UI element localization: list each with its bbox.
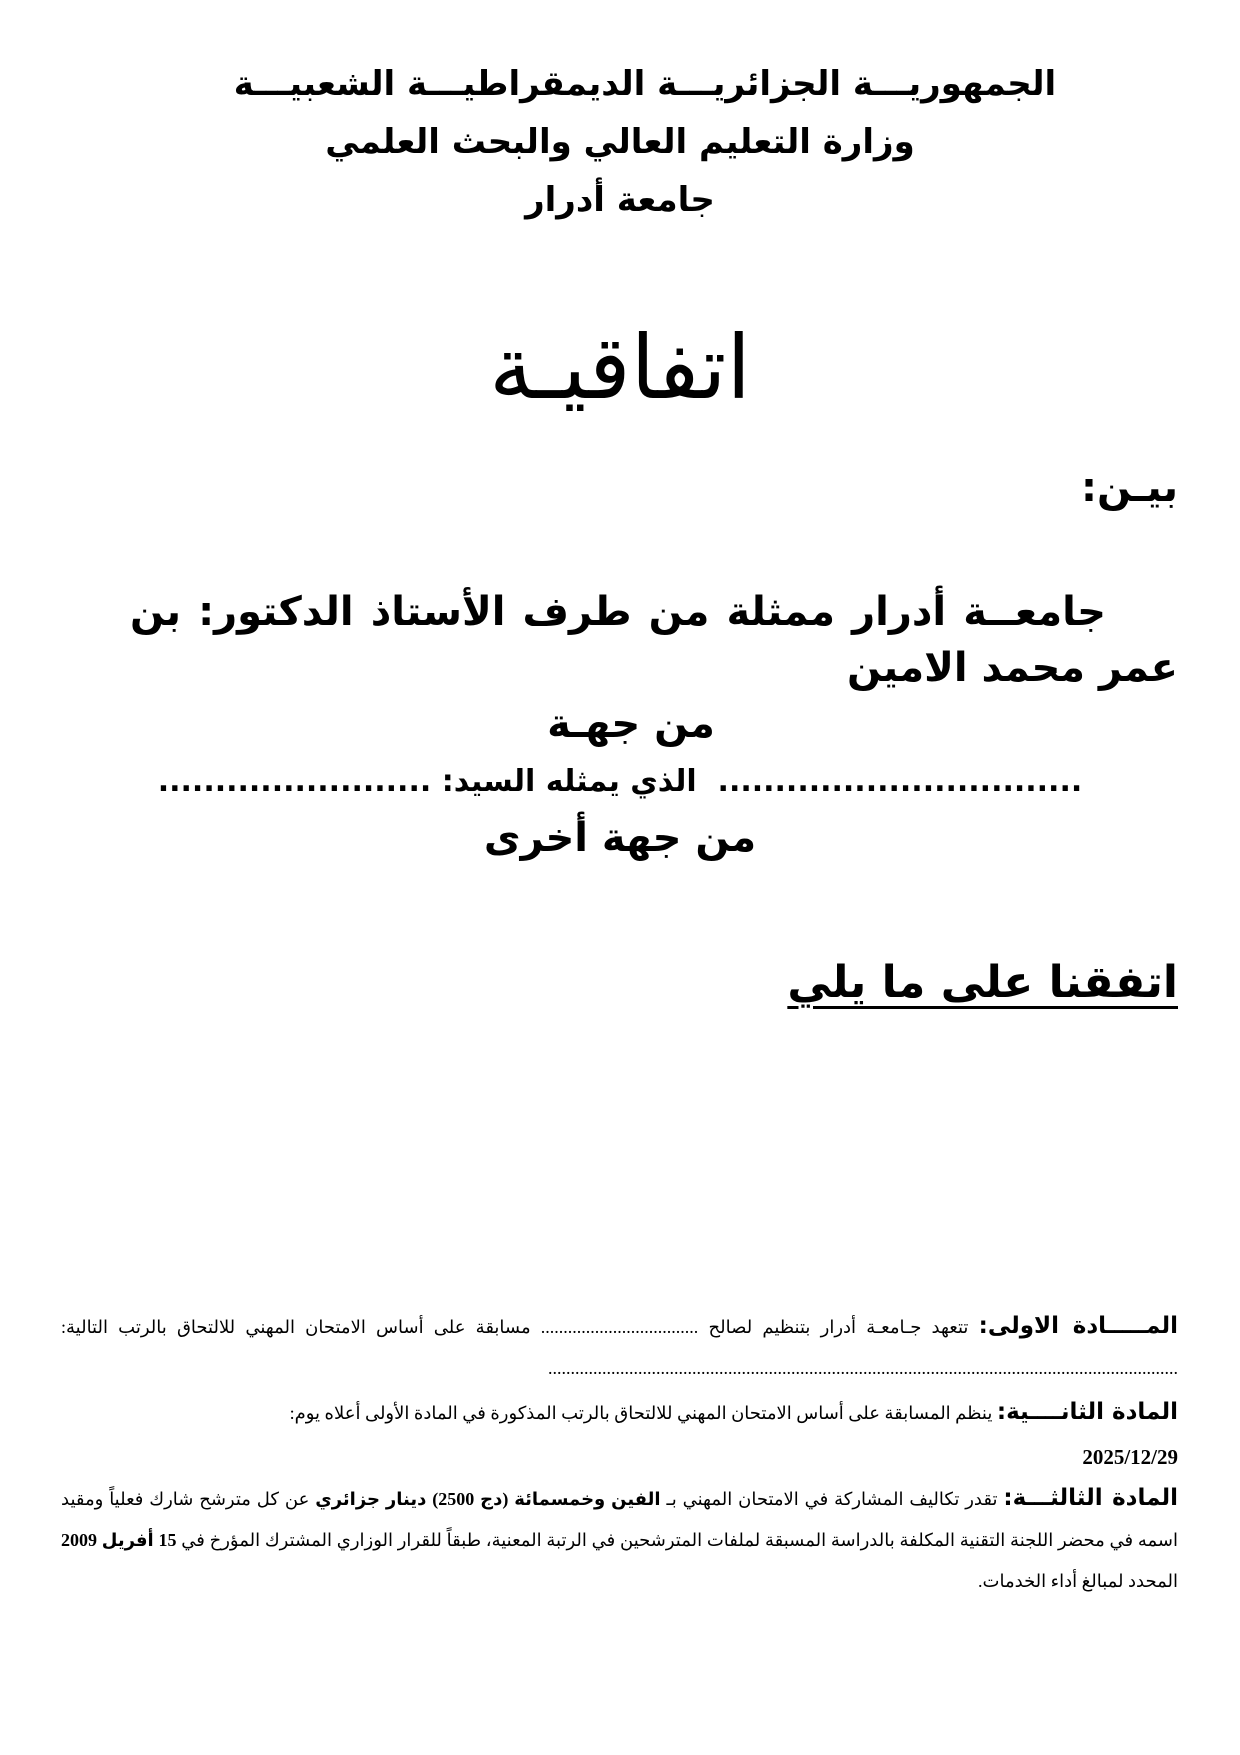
agreement-heading — [0, 953, 1240, 1013]
article-1-label: المـــــادة الاولى: — [978, 1313, 1179, 1339]
article-3 — [61, 1478, 1178, 1602]
article-2-date: 2025/12/29 — [1082, 1445, 1178, 1469]
second-party-side: من جهة أخرى — [483, 815, 757, 861]
article-1-text: تتعهد جـامعـة أدرار بتنظيم لصالح ................................... مسابقة على أساس الامتحان المهني للالتحاق بالرتب التالية: ............................................................................................................................................ — [61, 1317, 1178, 1378]
header-ministry: وزارة التعليم العالي والبحث العلمي — [325, 122, 915, 162]
article-2-text: ينظم المسابقة على أساس الامتحان المهني للالتحاق بالرتب المذكورة في المادة الأولى أعلاه يوم: — [289, 1403, 993, 1423]
second-party-representative-line: ................................ الذي يمثله السيد: ........................ — [157, 764, 1083, 799]
article-3-text-1: تقدر تكاليف المشاركة في الامتحان المهني بـ — [666, 1489, 998, 1509]
article-3-text-3: المحدد لمبالغ أداء الخدمات. — [978, 1571, 1178, 1591]
agreement-heading-text: اتفقنا على ما يلي — [787, 957, 1178, 1008]
header-university: جامعة أدرار — [525, 180, 715, 220]
agreement-title: اتفاقيـة — [489, 316, 751, 419]
article-2 — [61, 1392, 1178, 1434]
articles-section — [61, 1306, 1178, 1605]
first-party-text: جامعــة أدرار ممثلة من طرف الأستاذ الدكتور: بن عمر محمد الامين — [130, 589, 1178, 691]
header-republic: الجمهوريـــة الجزائريـــة الديمقراطيـــة الشعبيـــة — [233, 64, 1057, 104]
article-1 — [61, 1306, 1178, 1389]
article-3-amount: الفين وخمسمائة (دج 2500) دينار جزائري — [315, 1489, 661, 1509]
article-3-label: المادة الثالثـــة: — [1003, 1485, 1179, 1511]
article-2-label: المادة الثانــــية: — [996, 1399, 1178, 1425]
between-label: بيـن: — [1080, 465, 1178, 511]
first-party-side: من جهـة — [547, 701, 715, 747]
article-3-decree-date: 15 أفريل 2009 — [61, 1530, 177, 1550]
article-3-text-2: عن كل مترشح شارك فعلياً ومقيد اسمه في محضر اللجنة التقنية المكلفة بالدراسة المسبقة لملفات المترشحين في الرتبة المعنية، طبقاً للقرار الوزاري المشترك المؤرخ في — [61, 1489, 1179, 1550]
official-header — [0, 55, 1240, 229]
